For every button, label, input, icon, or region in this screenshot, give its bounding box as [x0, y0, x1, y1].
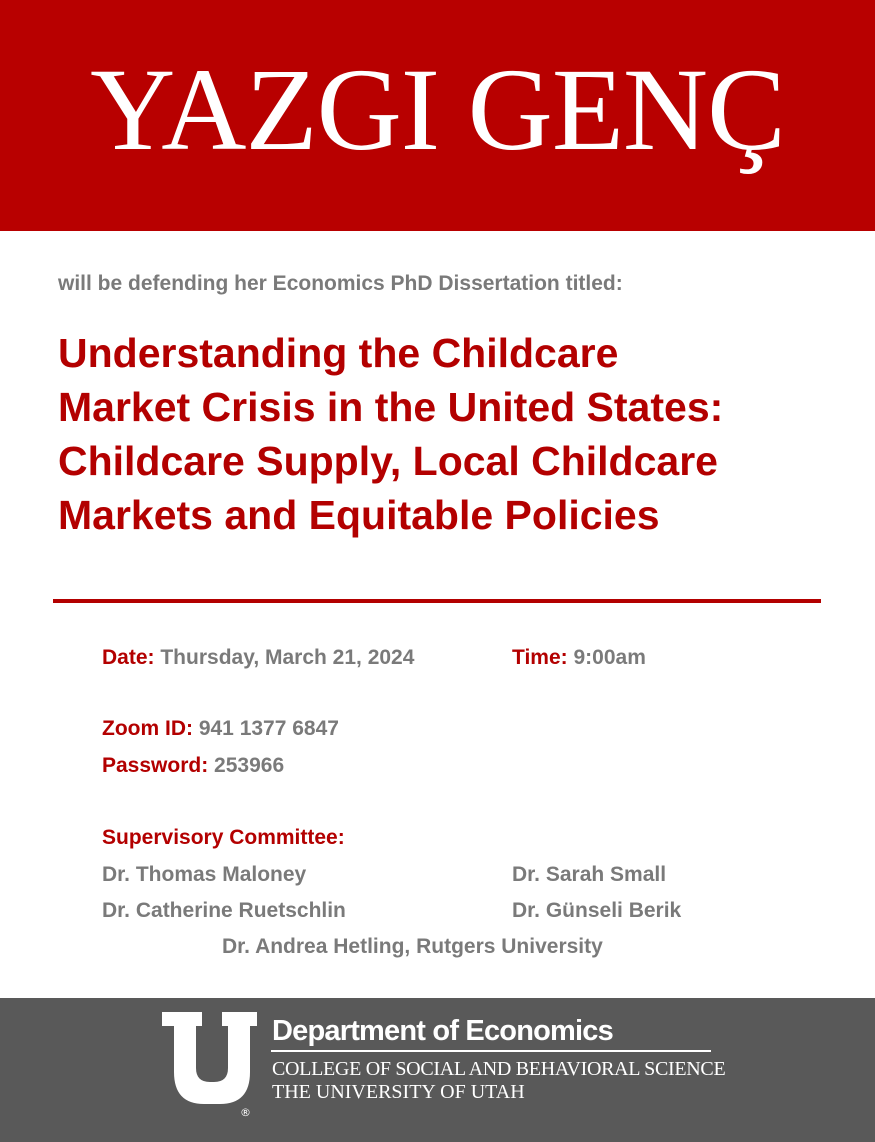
zoom-label: Zoom ID: — [102, 717, 193, 740]
date-value: Thursday, March 21, 2024 — [160, 646, 415, 669]
title-line: Understanding the Childcare — [58, 330, 619, 376]
committee-member: Dr. Thomas Maloney — [102, 863, 307, 886]
candidate-name: YAZGI GENÇ — [90, 44, 785, 175]
date-label: Date: — [102, 646, 155, 669]
committee-member: Dr. Andrea Hetling, Rutgers University — [222, 935, 603, 958]
password-label: Password: — [102, 754, 209, 777]
committee-member: Dr. Günseli Berik — [512, 899, 682, 922]
committee-member: Dr. Catherine Ruetschlin — [102, 899, 346, 922]
time-value: 9:00am — [573, 646, 646, 669]
registered-mark: ® — [240, 1106, 251, 1118]
time-label: Time: — [512, 646, 568, 669]
university-name: THE UNIVERSITY OF UTAH — [272, 1081, 525, 1103]
university-of-utah-u-logo-icon — [162, 1012, 268, 1118]
title-line: Markets and Equitable Policies — [58, 492, 660, 538]
college-name: COLLEGE OF SOCIAL AND BEHAVIORAL SCIENCE — [272, 1058, 726, 1080]
footer-divider — [271, 1050, 711, 1052]
footer — [0, 998, 875, 1142]
name-banner — [0, 0, 875, 231]
password-row — [102, 754, 284, 778]
zoom-value: 941 1377 6847 — [198, 717, 339, 740]
title-line: Childcare Supply, Local Childcare — [58, 438, 718, 484]
department-name: Department of Economics — [272, 1015, 613, 1047]
committee-member: Dr. Sarah Small — [512, 863, 667, 886]
time-row — [512, 646, 646, 670]
title-divider — [53, 599, 821, 603]
date-row — [102, 646, 414, 670]
committee-heading: Supervisory Committee: — [102, 826, 345, 849]
dissertation-title — [58, 326, 848, 542]
intro-text: will be defending her Economics PhD Dissertation titled: — [58, 272, 623, 295]
password-value: 253966 — [214, 754, 285, 777]
zoom-row — [102, 717, 339, 741]
title-line: Market Crisis in the United States: — [58, 384, 724, 430]
